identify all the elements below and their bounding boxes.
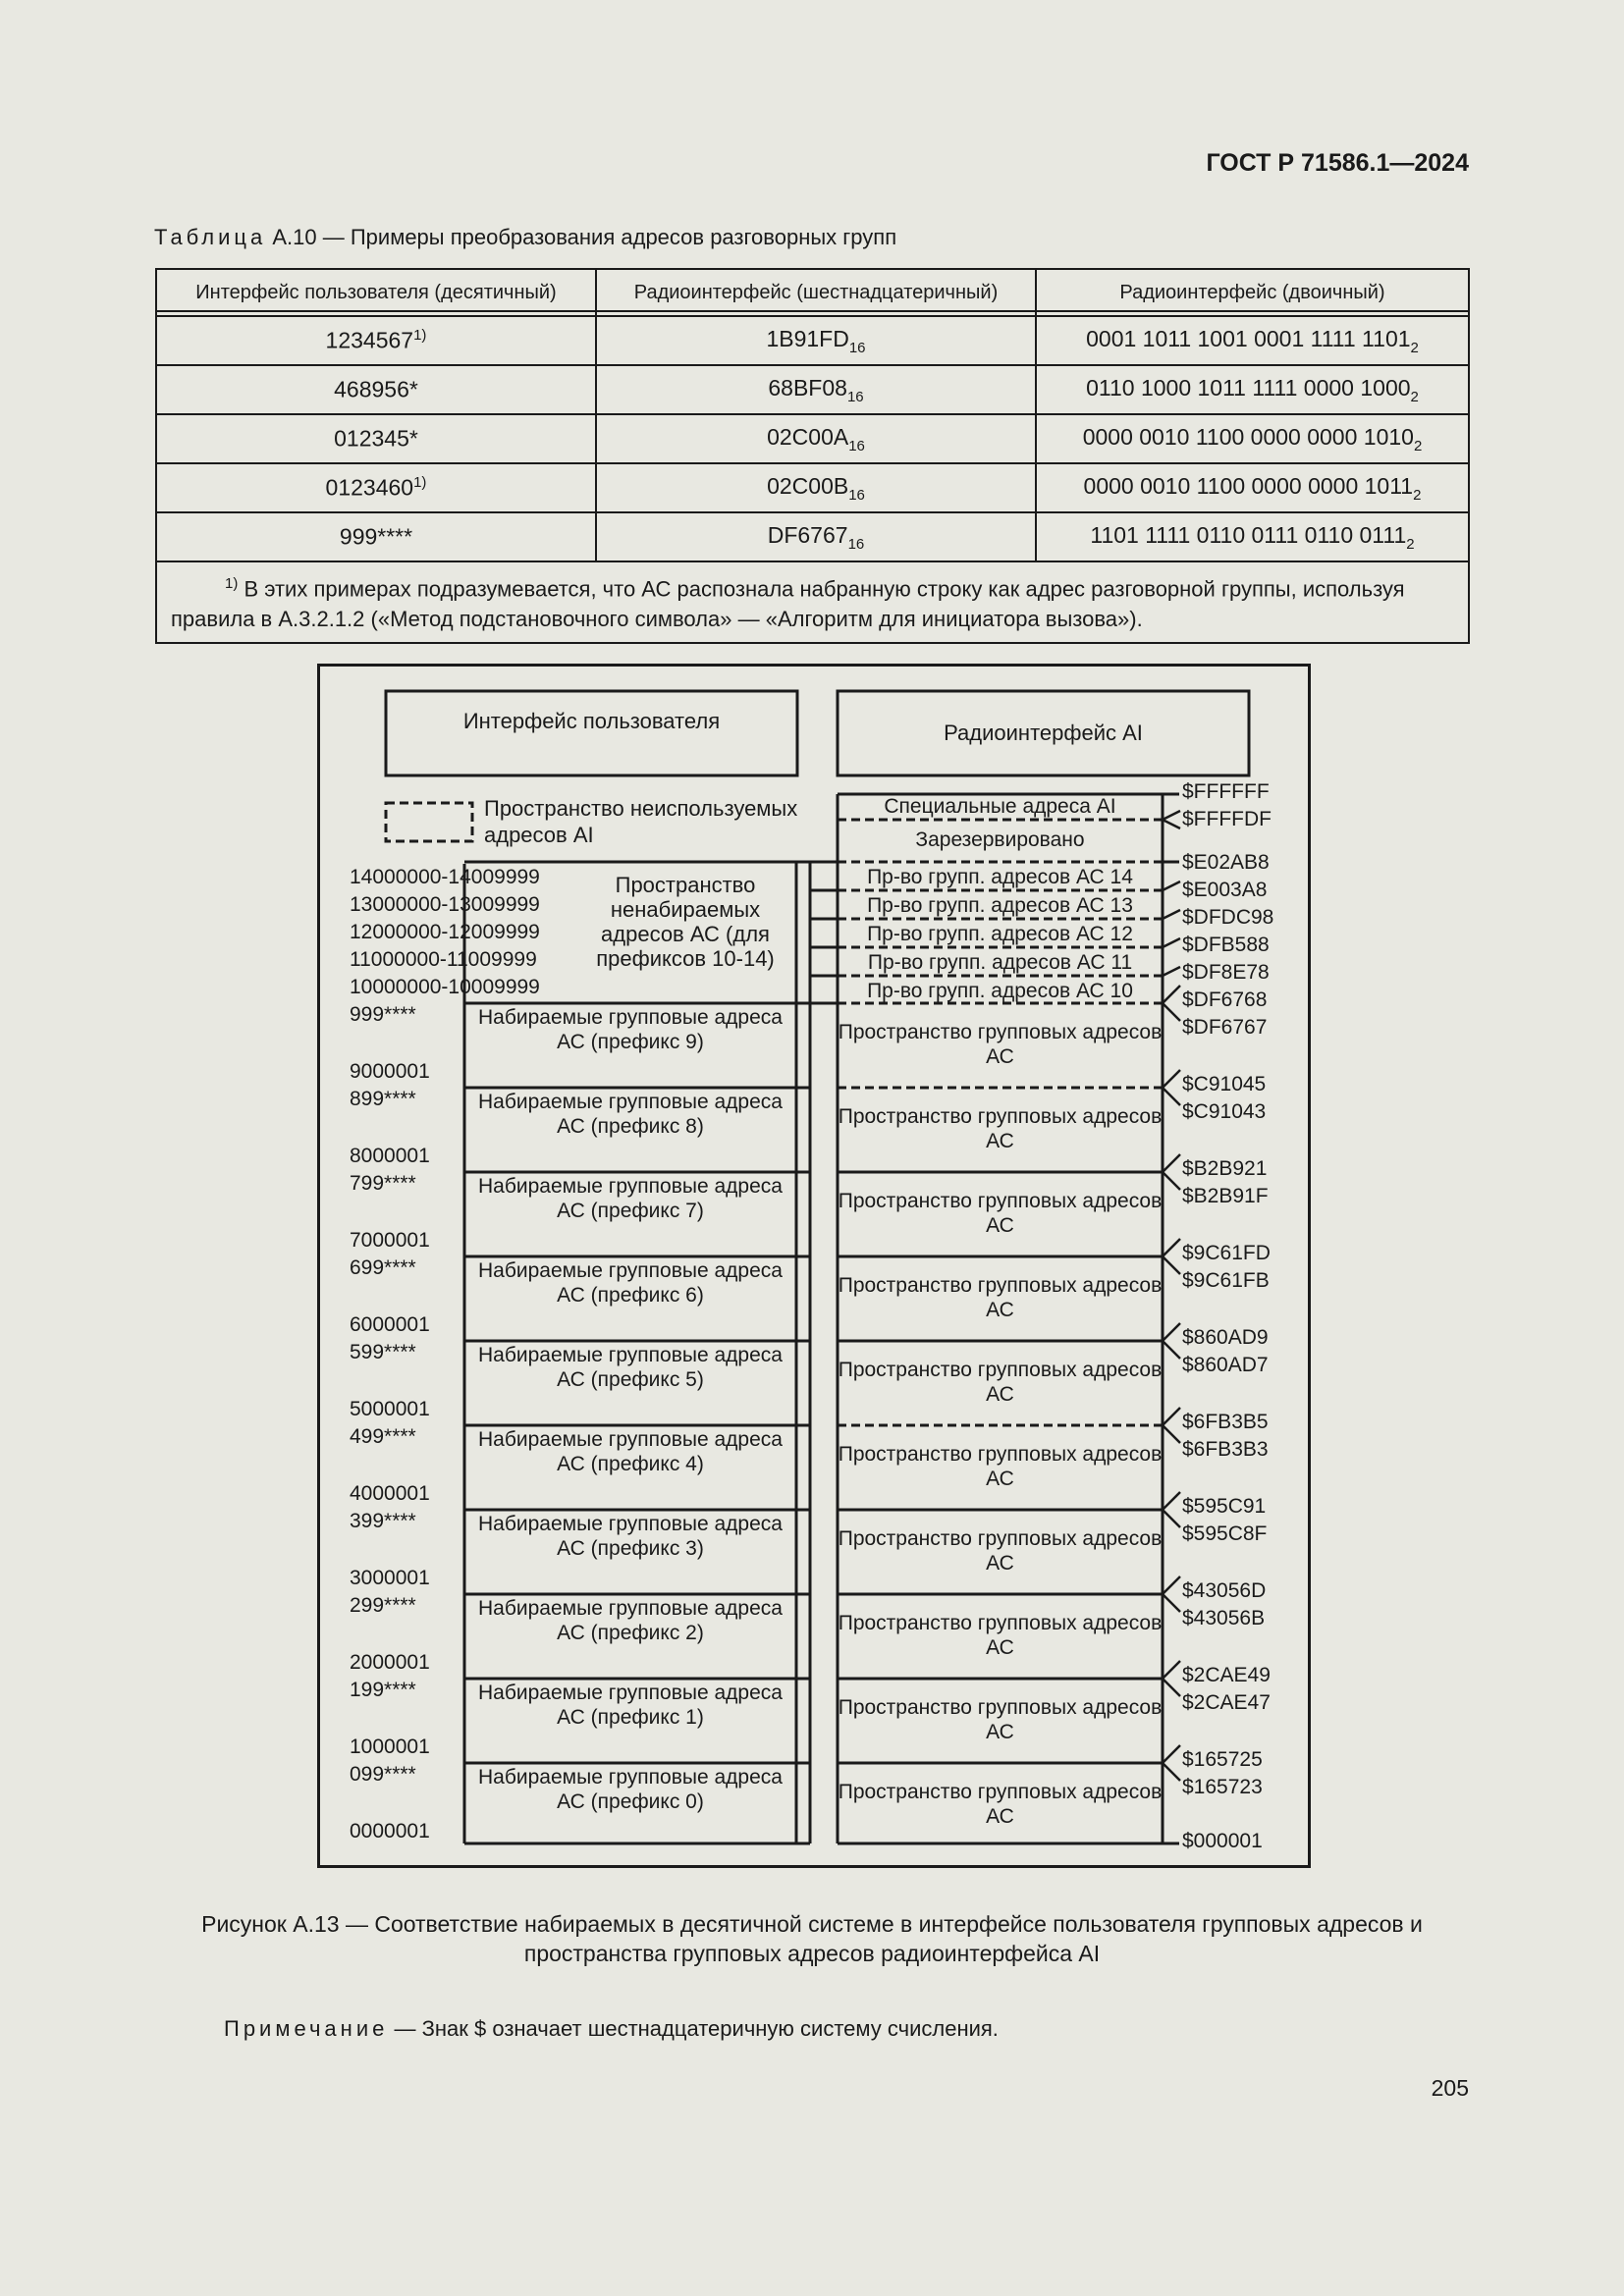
dec-bottom-5: 5000001: [350, 1398, 430, 1420]
group-space-9: Пространство групповых адресов АС: [838, 1021, 1163, 1068]
dec-top-6: 699****: [350, 1256, 416, 1279]
user-interface-header: Интерфейс пользователя: [462, 709, 721, 733]
table-caption-label: Таблица: [154, 225, 267, 249]
decimal-cell: [156, 365, 596, 414]
decimal-cell: [156, 414, 596, 463]
dec-bottom-3: 3000001: [350, 1567, 430, 1589]
group-space-5: Пространство групповых адресов АС: [838, 1359, 1163, 1406]
group-space-7: Пространство групповых адресов АС: [838, 1190, 1163, 1237]
dec-top-8: 899****: [350, 1088, 416, 1110]
dec-bottom-0: 0000001: [350, 1820, 430, 1842]
unused-space-legend: Пространство неиспользуемых адресов AI: [484, 796, 798, 847]
reserved-space: Зарезервировано: [915, 828, 1085, 851]
dialable-block-3: Набираемые групповые адреса АС (префикс 3): [478, 1513, 783, 1560]
binary-value: 0000 0010 1100 0000 0000 1011: [1083, 472, 1414, 499]
hex-cell: [596, 365, 1036, 414]
note: [224, 2016, 999, 2042]
hex-label: $FFFFDF: [1182, 808, 1272, 830]
dec-top-0: 099****: [350, 1763, 416, 1786]
decimal-value: 999****: [339, 523, 413, 550]
binary-value: 1101 1111 0110 0111 0110 0111: [1090, 521, 1407, 548]
binary-value: 0000 0010 1100 0000 0000 1010: [1082, 423, 1414, 450]
hex-label: $43056B: [1182, 1607, 1266, 1629]
binary-cell: [1036, 512, 1469, 561]
dec-top-9: 999****: [350, 1003, 416, 1026]
hex-value: 68BF08: [768, 374, 847, 400]
table-caption: [154, 225, 896, 250]
standard-code: ГОСТ Р 71586.1—2024: [1206, 149, 1469, 177]
hex-label: $DF6767: [1182, 1016, 1268, 1039]
hex-label: $43056D: [1182, 1579, 1267, 1602]
group-space-0: Пространство групповых адресов АС: [838, 1781, 1163, 1828]
hex-label: $DF8E78: [1182, 961, 1270, 984]
dec-top-7: 799****: [350, 1172, 416, 1195]
binary-base: 2: [1413, 486, 1422, 504]
hex-value: 1B91FD: [766, 325, 849, 351]
dec-bottom-4: 4000001: [350, 1482, 430, 1505]
column-header: Радиоинтерфейс (шестнадцатеричный): [596, 269, 1036, 316]
prefix-space-13: Пр-во групп. адресов АС 13: [867, 894, 1133, 917]
dec-bottom-6: 6000001: [350, 1313, 430, 1336]
footnote-text: В этих примерах подразумевается, что АС распознала набранную строку как адрес разговорной группы, используя правила в А.3.2.1.2 («Метод подстановочного символа» — «Алгоритм для инициатора вызова»).: [171, 576, 1405, 632]
hex-value: 02C00B: [767, 472, 849, 499]
hex-label: $DFB588: [1182, 934, 1270, 956]
decimal-value: 0123460: [325, 474, 414, 501]
figure-caption: Рисунок А.13 — Соответствие набираемых в десятичной системе в интерфейсе пользователя групповых адресов и пространства групповых адресов радиоинтерфейса AI: [201, 1911, 1423, 1966]
hex-base: 16: [848, 339, 866, 356]
hex-label: $FFFFFF: [1182, 780, 1270, 803]
binary-cell: [1036, 414, 1469, 463]
dec-bottom-1: 1000001: [350, 1735, 430, 1758]
hex-cell: [596, 414, 1036, 463]
prefix-range-10: 10000000-10009999: [350, 976, 540, 998]
group-space-8: Пространство групповых адресов АС: [838, 1105, 1163, 1152]
binary-cell: [1036, 365, 1469, 414]
hex-label: $DF6768: [1182, 988, 1268, 1011]
hex-label: $C91045: [1182, 1073, 1267, 1095]
hex-label: $6FB3B5: [1182, 1411, 1269, 1433]
hex-value: 02C00A: [767, 423, 849, 450]
hex-label: $B2B921: [1182, 1157, 1268, 1180]
table-footnote: [156, 561, 1469, 643]
dec-bottom-8: 8000001: [350, 1145, 430, 1167]
group-space-1: Пространство групповых адресов АС: [838, 1696, 1163, 1743]
column-header: Интерфейс пользователя (десятичный): [156, 269, 596, 316]
binary-base: 2: [1406, 535, 1415, 553]
footnote-mark: 1): [225, 575, 239, 592]
decimal-cell: [156, 316, 596, 365]
column-header: Радиоинтерфейс (двоичный): [1036, 269, 1469, 316]
special-addresses: Специальные адреса AI: [884, 795, 1116, 818]
dialable-block-0: Набираемые групповые адреса АС (префикс 0): [478, 1766, 783, 1813]
hex-base: 16: [848, 486, 865, 504]
dec-top-1: 199****: [350, 1679, 416, 1701]
binary-value: 0001 1011 1001 0001 1111 1101: [1086, 325, 1411, 351]
nondialable-space: Пространство ненабираемых адресов АС (для префиксов 10-14): [596, 873, 775, 971]
hex-label: $165723: [1182, 1776, 1263, 1798]
user-header-box: [386, 691, 797, 775]
dec-bottom-9: 9000001: [350, 1060, 430, 1083]
dec-top-2: 299****: [350, 1594, 416, 1617]
decimal-cell: [156, 512, 596, 561]
dialable-block-1: Набираемые групповые адреса АС (префикс 1): [478, 1682, 783, 1729]
group-space-6: Пространство групповых адресов АС: [838, 1274, 1163, 1321]
hex-label: $595C91: [1182, 1495, 1267, 1518]
address-mapping-figure: [317, 664, 1311, 1868]
hex-label: $DFDC98: [1182, 906, 1274, 929]
note-label: Примечание: [224, 2016, 389, 2041]
hex-label: $9C61FB: [1182, 1269, 1270, 1292]
dialable-block-5: Набираемые групповые адреса АС (префикс 5): [478, 1344, 783, 1391]
hex-cell: [596, 512, 1036, 561]
prefix-range-12: 12000000-12009999: [350, 921, 540, 943]
hex-base: 16: [847, 535, 865, 553]
note-text: — Знак $ означает шестнадцатеричную систему счисления.: [388, 2016, 999, 2041]
hex-label: $165725: [1182, 1748, 1263, 1771]
table-row: [156, 365, 1469, 414]
hex-cell: [596, 463, 1036, 512]
hex-label: $6FB3B3: [1182, 1438, 1269, 1461]
table-row: [156, 316, 1469, 365]
table-caption-text: А.10 — Примеры преобразования адресов разговорных групп: [266, 225, 897, 249]
dec-bottom-7: 7000001: [350, 1229, 430, 1252]
decimal-value: 1234567: [325, 327, 414, 353]
hex-label: $860AD9: [1182, 1326, 1269, 1349]
hex-label: $000001: [1182, 1830, 1263, 1852]
dec-top-5: 599****: [350, 1341, 416, 1363]
dec-top-4: 499****: [350, 1425, 416, 1448]
hex-label: $860AD7: [1182, 1354, 1269, 1376]
binary-base: 2: [1413, 437, 1423, 454]
group-space-2: Пространство групповых адресов АС: [838, 1612, 1163, 1659]
decimal-value: 468956*: [334, 376, 418, 402]
dialable-block-8: Набираемые групповые адреса АС (префикс 8): [478, 1091, 783, 1138]
hex-label: $C91043: [1182, 1100, 1267, 1123]
dec-bottom-2: 2000001: [350, 1651, 430, 1674]
hex-label: $E02AB8: [1182, 851, 1270, 874]
legend-dashed-box: [386, 803, 472, 841]
prefix-range-14: 14000000-14009999: [350, 866, 540, 888]
hex-base: 16: [848, 437, 865, 454]
binary-base: 2: [1410, 339, 1419, 356]
binary-value: 0110 1000 1011 1111 0000 1000: [1086, 374, 1411, 400]
binary-cell: [1036, 316, 1469, 365]
footnote-ref: 1): [413, 474, 427, 492]
hex-label: $595C8F: [1182, 1522, 1268, 1545]
dialable-block-9: Набираемые групповые адреса АС (префикс 9): [478, 1006, 783, 1053]
page-number: 205: [1431, 2075, 1469, 2101]
prefix-space-12: Пр-во групп. адресов АС 12: [867, 923, 1133, 945]
dialable-block-4: Набираемые групповые адреса АС (префикс 4): [478, 1428, 783, 1475]
table-footnote-row: [156, 561, 1469, 643]
radio-interface-header: Радиоинтерфейс AI: [944, 721, 1143, 745]
group-space-4: Пространство групповых адресов АС: [838, 1443, 1163, 1490]
decimal-cell: [156, 463, 596, 512]
hex-label: $2CAE47: [1182, 1691, 1271, 1714]
dec-top-3: 399****: [350, 1510, 416, 1532]
hex-label: $9C61FD: [1182, 1242, 1271, 1264]
prefix-space-14: Пр-во групп. адресов АС 14: [867, 866, 1133, 888]
footnote-ref: 1): [413, 327, 427, 345]
table-row: [156, 414, 1469, 463]
binary-base: 2: [1410, 388, 1419, 405]
binary-cell: [1036, 463, 1469, 512]
decimal-value: 012345*: [334, 425, 418, 452]
table-header-row: [156, 269, 1469, 316]
hex-value: DF6767: [767, 521, 848, 548]
prefix-range-13: 13000000-13009999: [350, 893, 540, 916]
hex-label: $B2B91F: [1182, 1185, 1269, 1207]
hex-base: 16: [846, 388, 864, 405]
table-row: [156, 463, 1469, 512]
prefix-range-11: 11000000-11009999: [350, 948, 537, 971]
dialable-block-6: Набираемые групповые адреса АС (префикс 6): [478, 1259, 783, 1307]
dialable-block-7: Набираемые групповые адреса АС (префикс 7): [478, 1175, 783, 1222]
dialable-block-2: Набираемые групповые адреса АС (префикс 2): [478, 1597, 783, 1644]
group-space-3: Пространство групповых адресов АС: [838, 1527, 1163, 1575]
hex-label: $2CAE49: [1182, 1664, 1271, 1686]
conversion-table: [155, 268, 1470, 644]
hex-label: $E003A8: [1182, 879, 1268, 901]
hex-cell: [596, 316, 1036, 365]
table-row: [156, 512, 1469, 561]
prefix-space-10: Пр-во групп. адресов АС 10: [867, 980, 1133, 1002]
prefix-space-11: Пр-во групп. адресов АС 11: [867, 951, 1133, 974]
